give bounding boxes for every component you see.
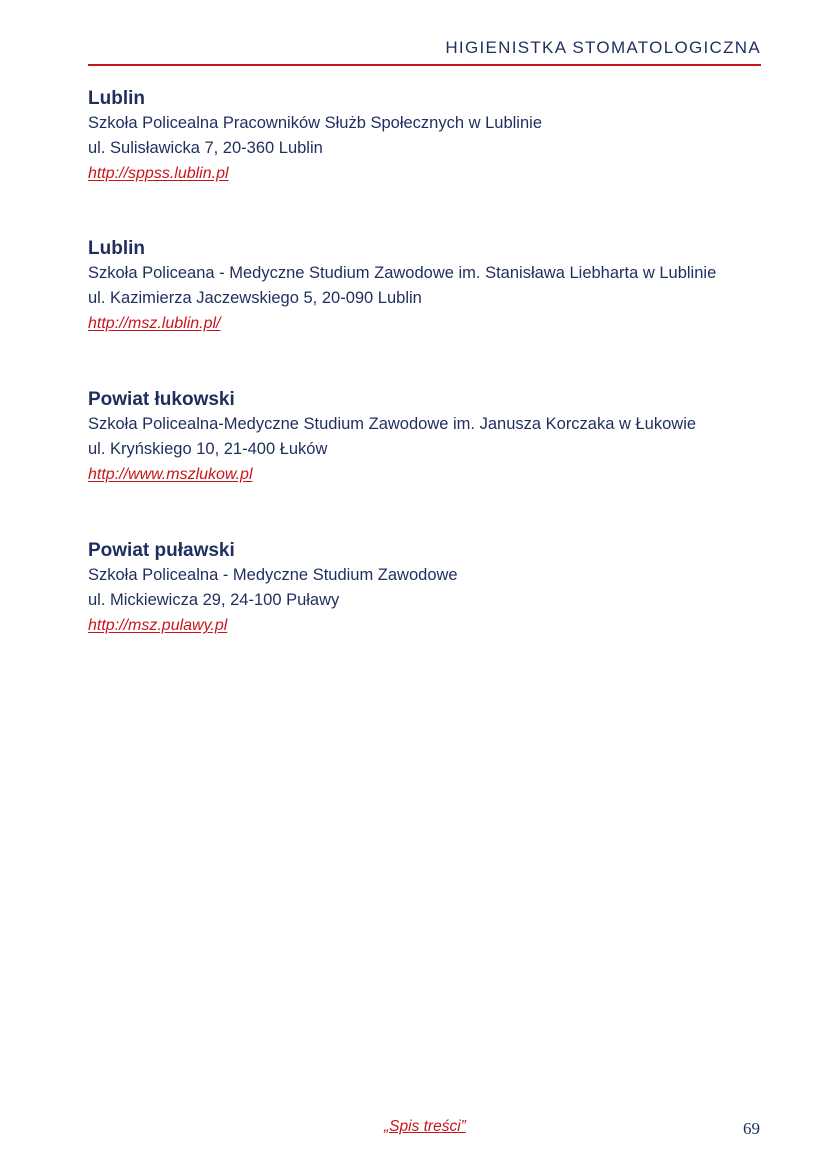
entry-website-link[interactable]: http://www.mszlukow.pl — [88, 466, 253, 483]
entry-address: ul. Mickiewicza 29, 24-100 Puławy — [88, 591, 340, 609]
entry-school-name: Szkoła Policealna-Medyczne Studium Zawodowe im. Janusza Korczaka w Łukowie — [88, 415, 697, 433]
entry-website-link[interactable]: http://msz.lublin.pl/ — [88, 315, 221, 332]
header-divider — [88, 64, 761, 66]
entry-address: ul. Kazimierza Jaczewskiego 5, 20-090 Lublin — [88, 289, 422, 307]
entry-website-link[interactable]: http://msz.pulawy.pl — [88, 617, 228, 634]
entry-address: ul. Sulisławicka 7, 20-360 Lublin — [88, 139, 323, 157]
table-of-contents-link[interactable]: „Spis treści” — [384, 1118, 466, 1135]
entry-region-heading: Powiat łukowski — [88, 389, 235, 410]
entry-school-name: Szkoła Policeana - Medyczne Studium Zawodowe im. Stanisława Liebharta w Lublinie — [88, 264, 717, 282]
entry-school-name: Szkoła Policealna - Medyczne Studium Zawodowe — [88, 566, 458, 584]
school-entry — [88, 538, 768, 638]
entry-address: ul. Kryńskiego 10, 21-400 Łuków — [88, 440, 328, 458]
school-entry — [88, 86, 768, 186]
entry-school-name: Szkoła Policealna Pracowników Służb Społecznych w Lublinie — [88, 114, 542, 132]
entry-region-heading: Powiat puławski — [88, 540, 235, 561]
running-header-title: HIGIENISTKA STOMATOLOGICZNA — [445, 38, 761, 57]
entry-website-link[interactable]: http://sppss.lublin.pl — [88, 165, 229, 182]
school-entry — [88, 236, 768, 336]
entry-region-heading: Lublin — [88, 88, 145, 109]
page-number: 69 — [743, 1119, 760, 1138]
entry-region-heading: Lublin — [88, 238, 145, 259]
school-entry — [88, 387, 768, 487]
